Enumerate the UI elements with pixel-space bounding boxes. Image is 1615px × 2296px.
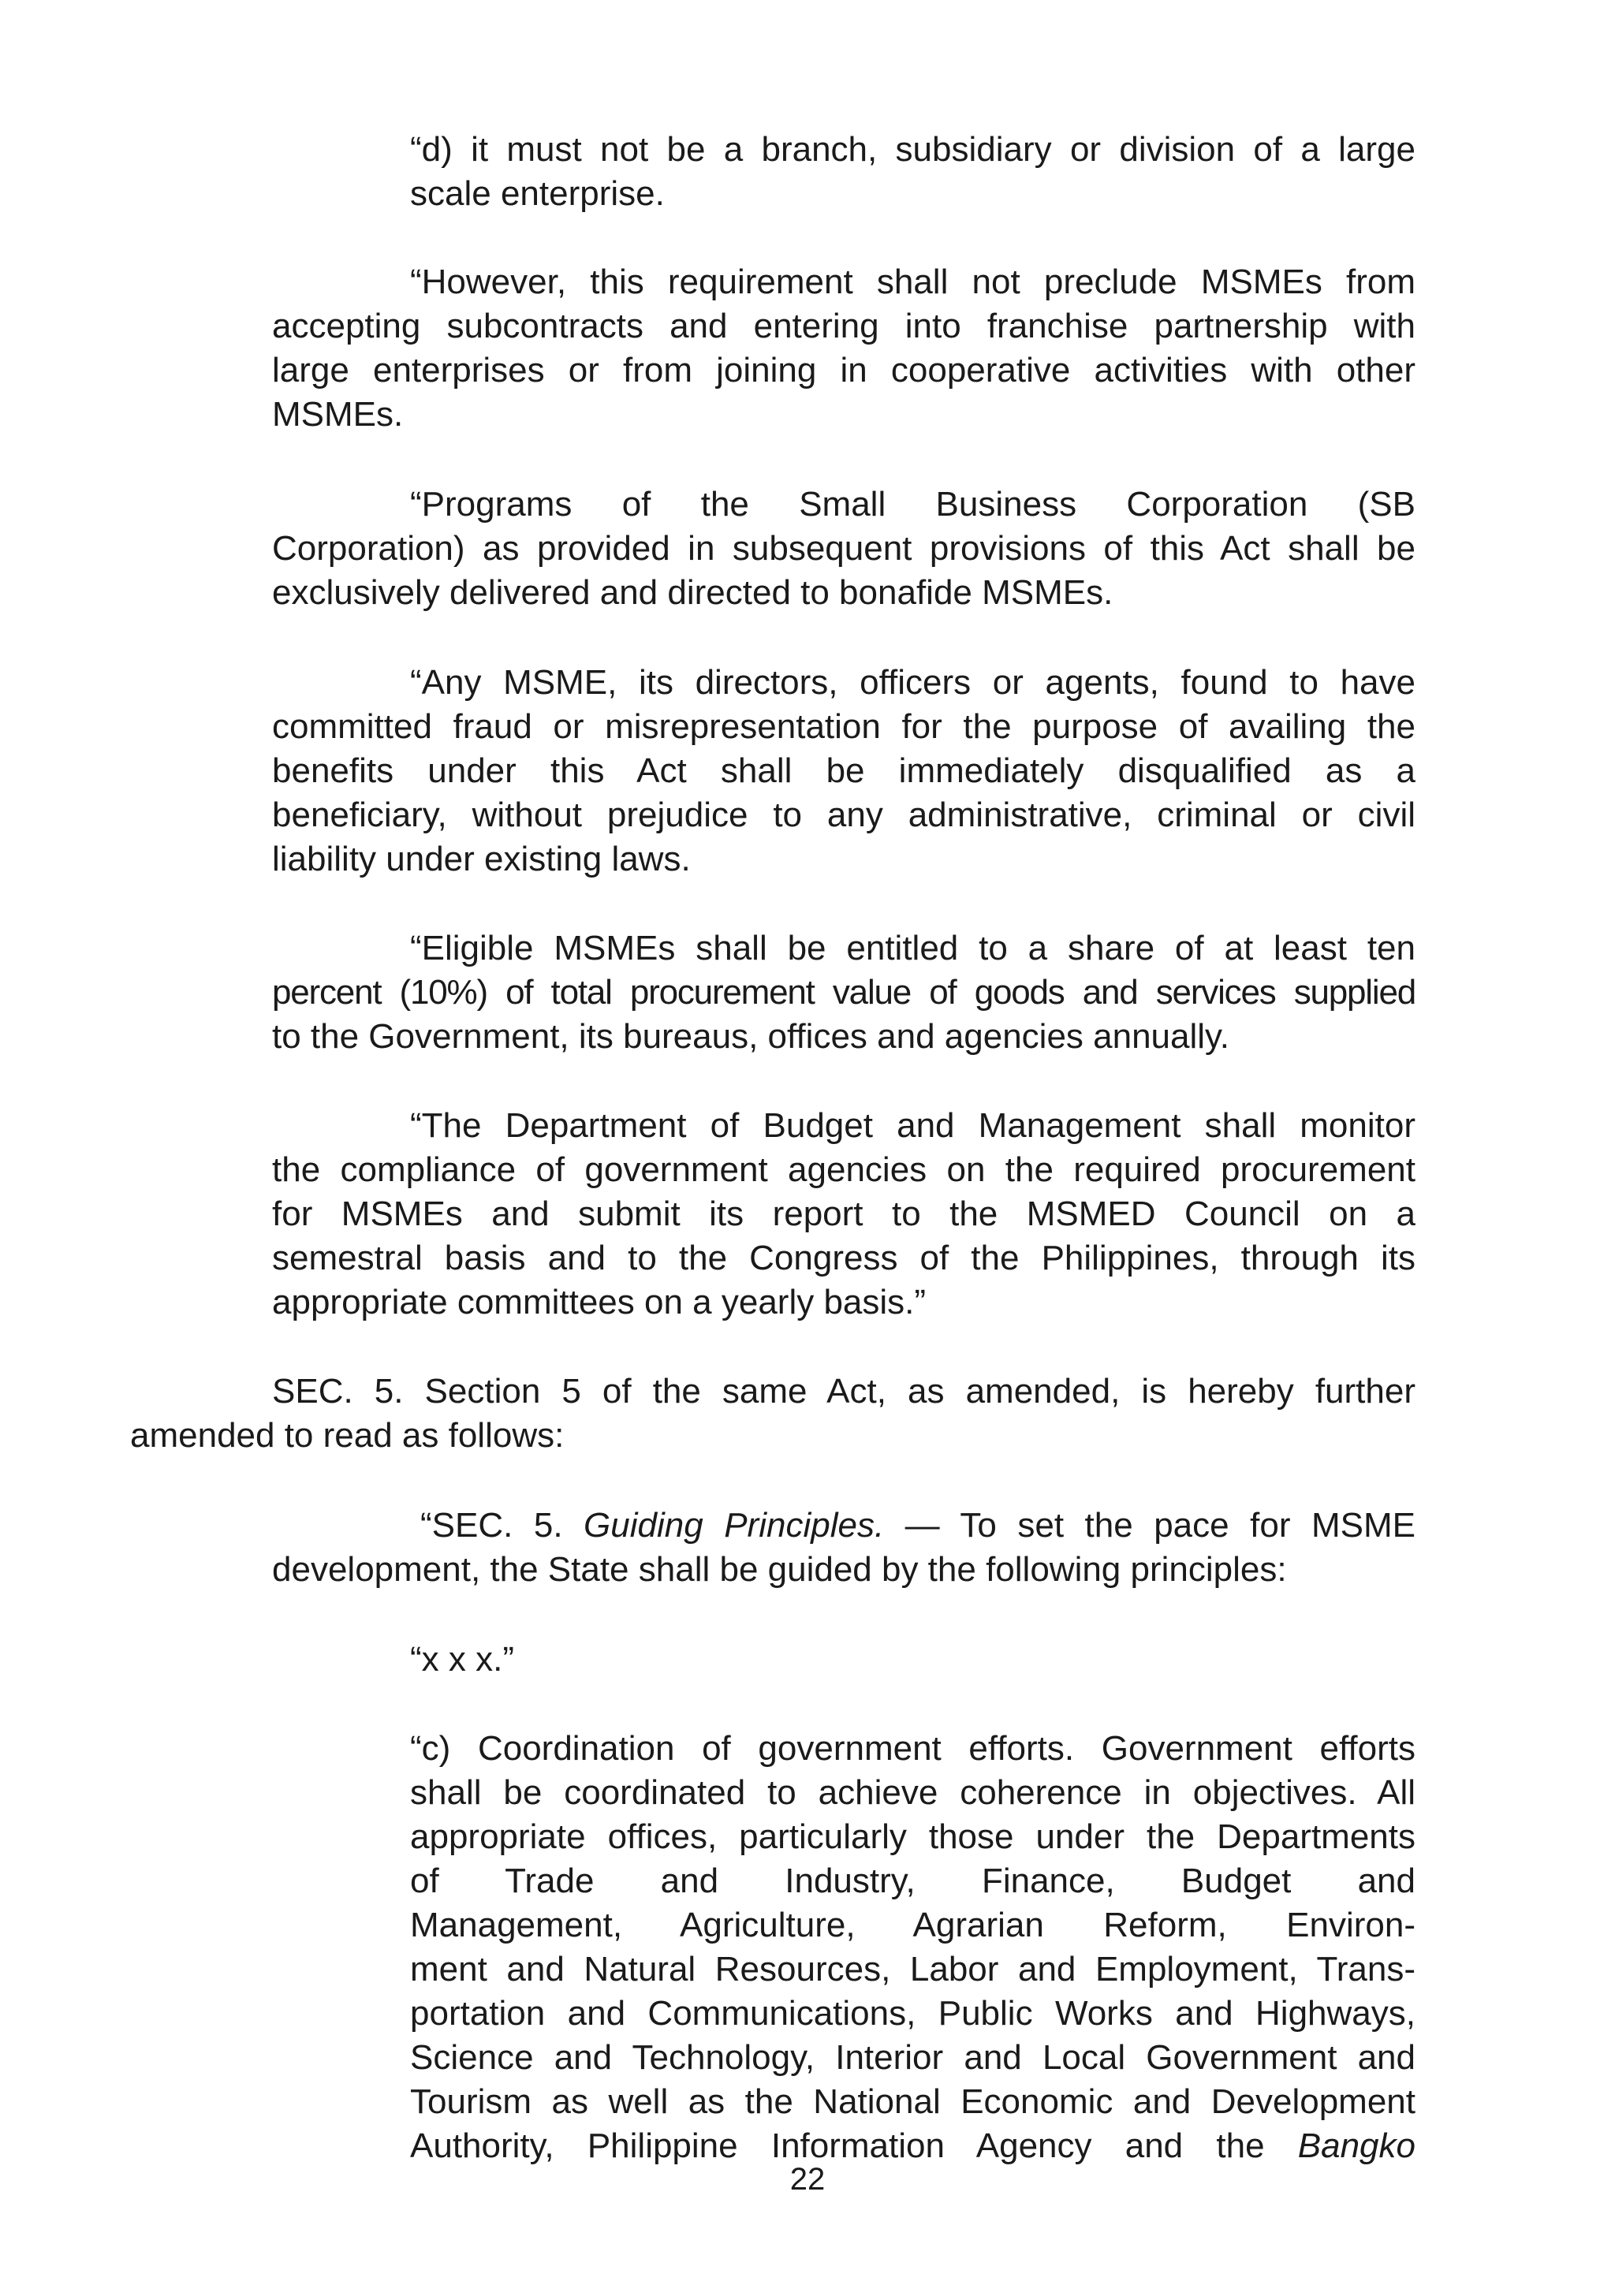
text-line: semestral basis and to the Congress of the Philippines, through its (272, 1239, 1415, 1277)
paragraph-d (410, 128, 1415, 216)
paragraph-however (272, 260, 1415, 437)
text-line: portation and Communications, Public Works and Highways, (410, 1994, 1415, 2033)
text-line (272, 1504, 1415, 1548)
text-line: “Eligible MSMEs shall be entitled to a share of at least ten (410, 929, 1415, 967)
text-line: large enterprises or from joining in cooperative activities with other (272, 351, 1415, 390)
paragraph-guiding-principles (272, 1504, 1415, 1592)
text-line: “However, this requirement shall not preclude MSMEs from (410, 263, 1415, 301)
text-line: committed fraud or misrepresentation for the purpose of availing the (272, 707, 1415, 746)
text-line: “The Department of Budget and Management shall monitor (410, 1106, 1415, 1145)
text-line: MSMEs. (272, 395, 404, 434)
text-line: Science and Technology, Interior and Local Government and (410, 2038, 1415, 2077)
paragraph-dbm (272, 1104, 1415, 1325)
text-line: development, the State shall be guided by the following principles: (272, 1550, 1287, 1589)
text-line: to the Government, its bureaus, offices and agencies annually. (272, 1017, 1229, 1056)
sec-prefix: “SEC. 5. (420, 1506, 584, 1545)
paragraph-sec5 (130, 1370, 1415, 1458)
text-line: for MSMEs and submit its report to the MSMED Council on a (272, 1195, 1415, 1233)
text-line: appropriate offices, particularly those under the Departments (410, 1817, 1415, 1856)
text-line: “c) Coordination of government efforts. Government efforts (410, 1729, 1415, 1768)
sec-rest: — To set the pace for MSME (884, 1506, 1415, 1545)
text-line: exclusively delivered and directed to bonafide MSMEs. (272, 573, 1113, 612)
text-line: amended to read as follows: (130, 1416, 565, 1455)
text-line: “d) it must not be a branch, subsidiary or division of a large (410, 130, 1415, 169)
text-line: “x x x.” (410, 1640, 514, 1679)
paragraph-any-msme (272, 661, 1415, 882)
italic-term: Bangko (1297, 2126, 1415, 2165)
paragraph-programs (272, 483, 1415, 615)
text-line: liability under existing laws. (272, 840, 691, 878)
text-line: percent (10%) of total procurement value of goods and services supplied (272, 973, 1415, 1012)
page-number: 22 (789, 2162, 826, 2197)
text-line: Corporation) as provided in subsequent provisions of this Act shall be (272, 529, 1415, 568)
text-line: scale enterprise. (410, 174, 665, 213)
text-line: ment and Natural Resources, Labor and Employment, Trans- (410, 1950, 1415, 1988)
paragraph-eligible (272, 926, 1415, 1059)
text-line: SEC. 5. Section 5 of the same Act, as amended, is hereby further (272, 1372, 1415, 1411)
text-line: shall be coordinated to achieve coherence in objectives. All (410, 1773, 1415, 1812)
text-line: Management, Agriculture, Agrarian Reform, Environ- (410, 1906, 1415, 1944)
text-line: of Trade and Industry, Finance, Budget and (410, 1862, 1415, 1900)
text-line: appropriate committees on a yearly basis.” (272, 1283, 927, 1321)
paragraph-c (410, 1727, 1415, 2168)
text-line: accepting subcontracts and entering into franchise partnership with (272, 307, 1415, 345)
text-line: Tourism as well as the National Economic and Development (410, 2082, 1415, 2121)
text-line: “Any MSME, its directors, officers or agents, found to have (410, 663, 1415, 702)
section-heading: Guiding Principles. (584, 1506, 885, 1545)
text-line: beneficiary, without prejudice to any administrative, criminal or civil (272, 796, 1415, 834)
text-line: benefits under this Act shall be immediately disqualified as a (272, 751, 1415, 790)
text-line: the compliance of government agencies on the required procurement (272, 1150, 1415, 1189)
text-line: “Programs of the Small Business Corporation (SB (410, 485, 1415, 524)
last-line-text: Authority, Philippine Information Agency and the (410, 2126, 1298, 2165)
paragraph-xxx (410, 1638, 1415, 1682)
